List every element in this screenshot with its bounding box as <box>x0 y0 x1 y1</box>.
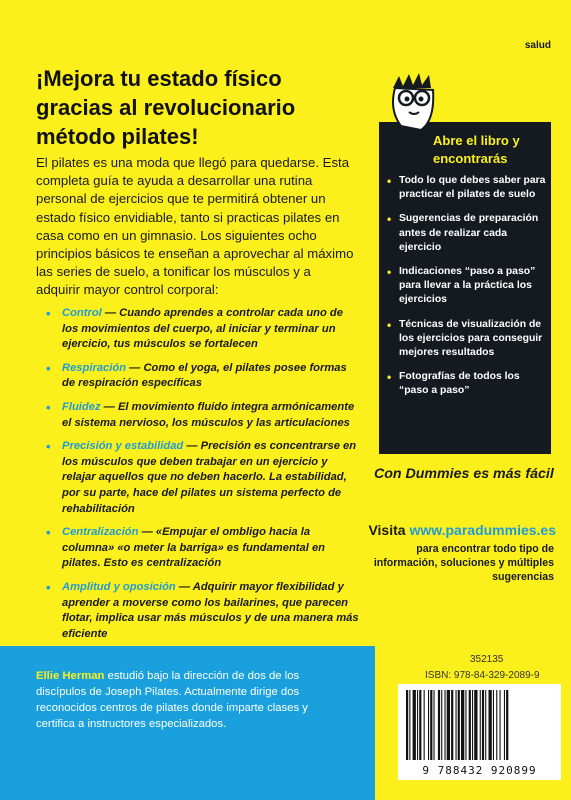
list-item <box>46 580 361 642</box>
panel-list <box>387 174 547 409</box>
principle-text: — Cuando aprendes a controlar cada uno de los movimientos del cuerpo, al iniciar y terminar un ejercicio, tus músculos se fortalecen <box>62 307 343 351</box>
feature-panel <box>379 122 551 454</box>
barcode <box>398 684 561 780</box>
principle-term: Respiración <box>62 361 127 374</box>
list-item <box>46 439 361 517</box>
tagline: Con Dummies es más fácil <box>374 466 554 482</box>
list-item <box>46 400 361 431</box>
dummies-mascot-icon <box>379 70 451 136</box>
product-code: 352135 <box>470 654 504 665</box>
list-item: • Sugerencias de preparación antes de realizar cada ejercicio <box>387 212 547 255</box>
principle-text: — Adquirir mayor flexibilidad y aprender a moverse como los bailarines, que parecen flotar, implica usar más músculos y de una manera más eficiente <box>62 580 359 640</box>
principle-text: — El movimiento fluido integra armónicamente el sistema nervioso, los músculos y las articulaciones <box>62 400 355 429</box>
list-item <box>46 306 361 353</box>
principle-term: Precisión y estabilidad <box>62 440 184 453</box>
list-item: • Fotografías de todos los “paso a paso” <box>387 370 547 398</box>
author-bio-text: estudió bajo la dirección de dos de los discípulos de Joseph Pilates. Actualmente dirige dos reconocidos centros de pilates donde imparte clases y certifica a instructores especializados. <box>36 670 308 730</box>
principle-term: Amplitud y oposición <box>62 580 176 593</box>
barcode-number: 9 788432 920899 <box>422 764 537 777</box>
barcode-icon <box>398 684 561 764</box>
principle-term: Control <box>62 307 102 319</box>
author-bio <box>36 668 336 732</box>
list-item: • Técnicas de visualización de los ejercicios para conseguir mejores resultados <box>387 318 547 361</box>
principle-term: Fluidez <box>62 400 101 413</box>
isbn: ISBN: 978-84-329-2089-9 <box>425 670 540 681</box>
principles-list <box>46 306 361 650</box>
principle-text: — Precisión es concentrarse en los músculos que deben trabajar en un ejercicio y relajar aquellos que no deben hacerlo. La estabilidad, por su parte, hace del pilates un sistema perfecto de rehabilitación <box>62 440 357 515</box>
principle-text: — «Empujar el ombligo hacia la columna» «o meter la barriga» es fundamental en pilates. Esto es centralización <box>62 526 325 570</box>
visit-line <box>366 522 556 538</box>
list-item: • Indicaciones “paso a paso” para llevar a la práctica los ejercicios <box>387 265 547 308</box>
headline: ¡Mejora tu estado físico gracias al revolucionario método pilates! <box>36 66 296 149</box>
list-item <box>46 361 361 392</box>
visit-description: para encontrar todo tipo de información, soluciones y múltiples sugerencias <box>373 543 554 583</box>
panel-title: Abre el libro y encontrarás <box>433 133 520 166</box>
list-item: • Todo lo que debes saber para practicar el pilates de suelo <box>387 174 547 202</box>
intro-paragraph: El pilates es una moda que llegó para quedarse. Esta completa guía te ayuda a desarrollar una rutina personal de ejercicios que te permitirá obtener un estado físico envidiable, tanto si practicas pilates en casa como en un gimnasio. Los siguientes ocho principios básicos te enseñan a aprovechar al máximo las series de suelo, a tonificar los músculos y a adquirir mayor control corporal: <box>36 155 354 298</box>
website-link[interactable]: www.paradummies.es <box>409 522 556 538</box>
list-item <box>46 525 361 572</box>
visit-prefix: Visita <box>368 522 410 538</box>
principle-text: — Como el yoga, el pilates posee formas de respiración específicas <box>62 361 347 390</box>
category-label: salud <box>524 40 551 51</box>
principle-term: Centralización <box>62 526 139 539</box>
author-name: Ellie Herman <box>36 670 105 682</box>
